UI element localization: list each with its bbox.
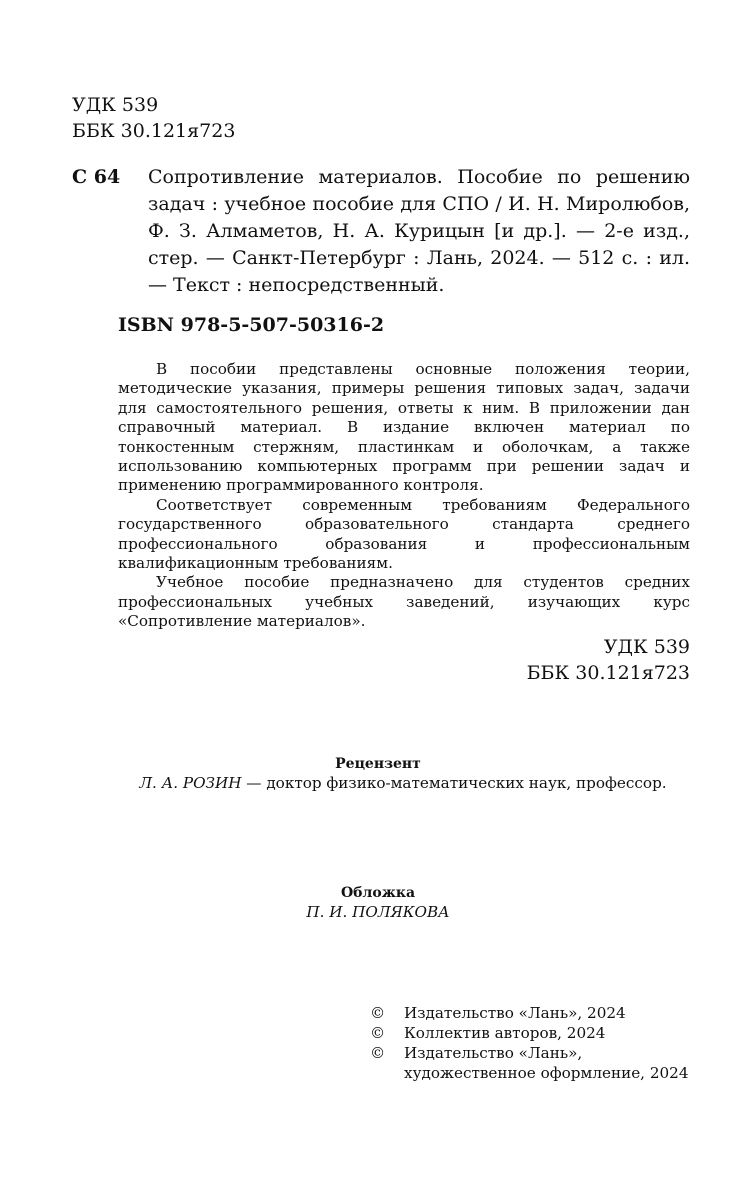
udk-code: УДК 539 (72, 94, 159, 116)
cover-heading: Обложка (340, 885, 416, 901)
copyright-text-2: Коллектив авторов, 2024 (404, 1024, 606, 1042)
reviewer-heading: Рецензент (335, 756, 421, 772)
isbn: ISBN 978-5-507-50316-2 (118, 314, 385, 336)
copyright-text-3-continuation: художественное оформление, 2024 (404, 1064, 689, 1082)
bibliographic-entry (72, 164, 690, 299)
bibliographic-description: Сопротивление материалов. Пособие по решению задач : учебное пособие для СПО / И. Н. Миролюбов, Ф. З. Алмаметов, Н. А. Курицын [и др.]. — 2-е изд., стер. — Санкт-Петербург : Лань, 2024. — 512 с. : ил. — Текст : непосредственный. (148, 166, 690, 296)
copyright-line (370, 1023, 689, 1043)
author-cipher: С 64 (72, 166, 121, 188)
copyright-line (370, 1043, 689, 1063)
cover-designer: П. И. ПОЛЯКОВА (306, 903, 450, 921)
copyright-block (370, 1003, 689, 1083)
abstract-paragraph-2: Соответствует современным требованиям Федерального государственного образовательного стандарта среднего профессионального образования и профессиональным квалификационным требованиям. (118, 495, 690, 573)
bbk-code-bottom: ББК 30.121я723 (526, 662, 690, 684)
udk-code-bottom: УДК 539 (603, 636, 690, 658)
copyright-icon: © (370, 1044, 386, 1062)
abstract-paragraph-3: Учебное пособие предназначено для студентов средних профессиональных учебных заведений, изучающих курс «Сопротивление материалов». (118, 573, 690, 631)
abstract-paragraph-1: В пособии представлены основные положения теории, методические указания, примеры решения типовых задач, задачи для самостоятельного решения, ответы к ним. В приложении дан справочный материал. В издание включен материал по тонкостенным стержням, пластинкам и оболочкам, а также использованию компьютерных программ при решении задач и применению программированного контроля. (118, 360, 690, 495)
copyright-text-1: Издательство «Лань», 2024 (404, 1004, 626, 1022)
abstract (118, 360, 690, 632)
classification-top (72, 92, 235, 144)
reviewer-name: Л. А. РОЗИН (139, 774, 242, 792)
reviewer-description: — доктор физико-математических наук, профессор. (241, 774, 667, 792)
classification-bottom (527, 634, 690, 686)
reviewer-line (0, 774, 756, 792)
copyright-line (370, 1003, 689, 1023)
copyright-icon: © (370, 1004, 386, 1022)
copyright-icon: © (370, 1024, 386, 1042)
bbk-code: ББК 30.121я723 (72, 120, 236, 142)
copyright-text-3: Издательство «Лань», (404, 1044, 583, 1062)
